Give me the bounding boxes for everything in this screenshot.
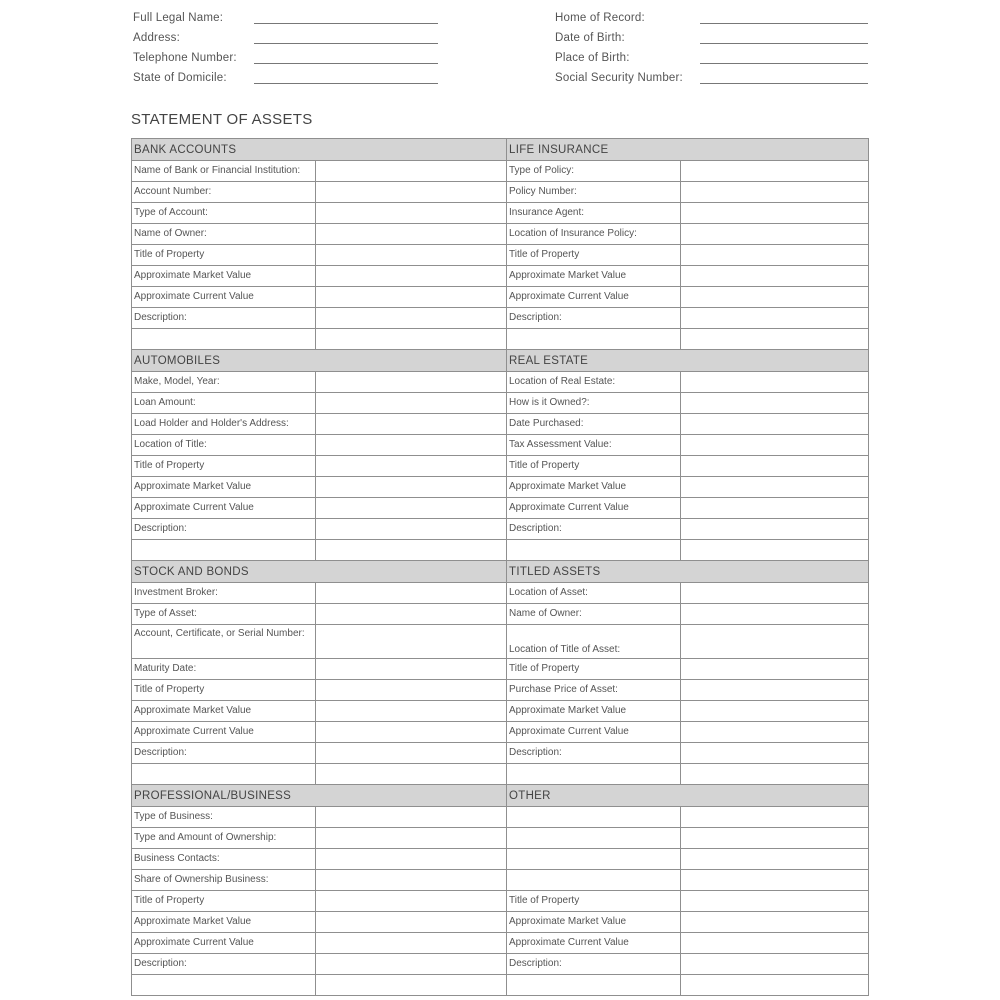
section-title-life-insurance: LIFE INSURANCE <box>507 139 869 161</box>
field-value-cell[interactable] <box>316 498 507 519</box>
table-row <box>132 743 869 764</box>
field-value-cell[interactable] <box>316 807 507 828</box>
table-row <box>132 891 869 912</box>
field-label <box>132 975 316 996</box>
field-value-cell[interactable] <box>681 519 869 540</box>
field-label: Approximate Current Value <box>132 722 316 743</box>
field-value-cell[interactable] <box>316 701 507 722</box>
field-value-cell[interactable] <box>681 954 869 975</box>
table-row <box>132 308 869 329</box>
field-value-cell[interactable] <box>681 828 869 849</box>
table-row <box>132 182 869 203</box>
table-row <box>132 764 869 785</box>
table-row <box>132 287 869 308</box>
field-label <box>507 870 681 891</box>
field-label: Description: <box>507 954 681 975</box>
field-label: Approximate Market Value <box>132 266 316 287</box>
table-row <box>132 245 869 266</box>
address-field[interactable] <box>254 43 438 44</box>
field-label: Name of Owner: <box>507 604 681 625</box>
table-row <box>132 540 869 561</box>
field-value-cell[interactable] <box>316 849 507 870</box>
full-legal-name-field[interactable] <box>254 23 438 24</box>
field-label: Make, Model, Year: <box>132 372 316 393</box>
field-label: Description: <box>507 308 681 329</box>
field-label: Title of Property <box>132 891 316 912</box>
field-label: Approximate Current Value <box>507 498 681 519</box>
table-row <box>132 393 869 414</box>
table-row <box>132 625 869 659</box>
field-label <box>507 807 681 828</box>
field-value-cell[interactable] <box>316 743 507 764</box>
assets-table <box>131 138 869 996</box>
table-row <box>132 701 869 722</box>
field-value-cell[interactable] <box>316 393 507 414</box>
field-value-cell[interactable] <box>316 519 507 540</box>
field-label: Loan Amount: <box>132 393 316 414</box>
field-value-cell[interactable] <box>316 912 507 933</box>
section-title-bank-accounts: BANK ACCOUNTS <box>132 139 507 161</box>
field-value-cell[interactable] <box>316 870 507 891</box>
table-row <box>132 435 869 456</box>
table-row <box>132 203 869 224</box>
field-value-cell[interactable] <box>316 435 507 456</box>
field-value-cell[interactable] <box>681 625 869 659</box>
field-label <box>507 329 681 350</box>
field-label: Title of Property <box>507 659 681 680</box>
field-value-cell[interactable] <box>681 498 869 519</box>
field-value-cell[interactable] <box>316 604 507 625</box>
field-value-cell[interactable] <box>681 203 869 224</box>
field-label <box>507 975 681 996</box>
table-row <box>132 828 869 849</box>
field-value-cell[interactable] <box>316 372 507 393</box>
field-value-cell[interactable] <box>316 203 507 224</box>
field-label: Date Purchased: <box>507 414 681 435</box>
home-of-record-label: Home of Record: <box>555 12 645 24</box>
field-label: Type of Account: <box>132 203 316 224</box>
field-value-cell[interactable] <box>316 477 507 498</box>
field-value-cell[interactable] <box>316 891 507 912</box>
field-label: Approximate Market Value <box>507 912 681 933</box>
field-label: Approximate Market Value <box>507 701 681 722</box>
field-value-cell[interactable] <box>681 372 869 393</box>
field-value-cell[interactable] <box>316 764 507 785</box>
field-label <box>132 764 316 785</box>
field-label: Account, Certificate, or Serial Number: <box>132 625 316 659</box>
section-title-automobiles: AUTOMOBILES <box>132 350 507 372</box>
field-value-cell[interactable] <box>681 604 869 625</box>
field-value-cell[interactable] <box>316 161 507 182</box>
section-title-other: OTHER <box>507 785 869 807</box>
field-label: Location of Asset: <box>507 583 681 604</box>
field-label <box>507 540 681 561</box>
field-value-cell[interactable] <box>316 680 507 701</box>
full-legal-name-row <box>0 12 1000 30</box>
field-label: Title of Property <box>507 456 681 477</box>
home-of-record-field[interactable] <box>700 23 868 24</box>
field-value-cell[interactable] <box>681 329 869 350</box>
table-row <box>132 722 869 743</box>
field-value-cell[interactable] <box>316 933 507 954</box>
field-label: Description: <box>132 519 316 540</box>
field-label: Type of Business: <box>132 807 316 828</box>
field-label: Type and Amount of Ownership: <box>132 828 316 849</box>
field-value-cell[interactable] <box>681 849 869 870</box>
telephone-number-field[interactable] <box>254 63 438 64</box>
field-value-cell[interactable] <box>681 743 869 764</box>
field-label: Name of Owner: <box>132 224 316 245</box>
field-label: Insurance Agent: <box>507 203 681 224</box>
table-row <box>132 414 869 435</box>
field-label: Approximate Market Value <box>132 912 316 933</box>
field-value-cell[interactable] <box>681 287 869 308</box>
field-label <box>507 828 681 849</box>
table-row <box>132 604 869 625</box>
field-value-cell[interactable] <box>316 828 507 849</box>
field-label: Approximate Current Value <box>507 287 681 308</box>
field-value-cell[interactable] <box>681 266 869 287</box>
field-label: Title of Property <box>507 891 681 912</box>
field-value-cell[interactable] <box>681 701 869 722</box>
field-value-cell[interactable] <box>316 722 507 743</box>
field-label: Approximate Current Value <box>507 933 681 954</box>
field-value-cell[interactable] <box>316 456 507 477</box>
field-label: Share of Ownership Business: <box>132 870 316 891</box>
field-label: Approximate Market Value <box>507 266 681 287</box>
field-label: Title of Property <box>507 245 681 266</box>
field-label: Maturity Date: <box>132 659 316 680</box>
field-label: Approximate Market Value <box>507 477 681 498</box>
table-row <box>132 498 869 519</box>
field-value-cell[interactable] <box>681 680 869 701</box>
field-value-cell[interactable] <box>681 722 869 743</box>
address-row <box>0 32 1000 50</box>
section-title-real-estate: REAL ESTATE <box>507 350 869 372</box>
field-label: Title of Property <box>132 680 316 701</box>
field-label: Approximate Market Value <box>132 477 316 498</box>
section-title-professional-business: PROFESSIONAL/BUSINESS <box>132 785 507 807</box>
section-header-row <box>132 139 869 161</box>
field-label: Title of Property <box>132 456 316 477</box>
social-security-number-label: Social Security Number: <box>555 72 683 84</box>
field-label <box>132 540 316 561</box>
date-of-birth-field[interactable] <box>700 43 868 44</box>
field-value-cell[interactable] <box>681 182 869 203</box>
field-value-cell[interactable] <box>681 414 869 435</box>
place-of-birth-label: Place of Birth: <box>555 52 630 64</box>
field-label: Account Number: <box>132 182 316 203</box>
place-of-birth-field[interactable] <box>700 63 868 64</box>
field-label: Approximate Current Value <box>132 498 316 519</box>
field-value-cell[interactable] <box>316 308 507 329</box>
field-label: Load Holder and Holder's Address: <box>132 414 316 435</box>
field-value-cell[interactable] <box>316 287 507 308</box>
field-label: Approximate Current Value <box>132 287 316 308</box>
field-value-cell[interactable] <box>681 975 869 996</box>
field-value-cell[interactable] <box>316 329 507 350</box>
date-of-birth-label: Date of Birth: <box>555 32 625 44</box>
field-value-cell[interactable] <box>681 245 869 266</box>
section-title-titled-assets: TITLED ASSETS <box>507 561 869 583</box>
field-label: Name of Bank or Financial Institution: <box>132 161 316 182</box>
field-value-cell[interactable] <box>681 393 869 414</box>
field-label: Location of Title: <box>132 435 316 456</box>
field-value-cell[interactable] <box>316 540 507 561</box>
field-label: Description: <box>507 743 681 764</box>
state-of-domicile-field[interactable] <box>254 83 438 84</box>
field-value-cell[interactable] <box>316 224 507 245</box>
field-label: Type of Policy: <box>507 161 681 182</box>
table-row <box>132 912 869 933</box>
field-label: Description: <box>132 954 316 975</box>
field-value-cell[interactable] <box>681 891 869 912</box>
telephone-number-label: Telephone Number: <box>133 52 237 64</box>
section-header-row <box>132 785 869 807</box>
field-label: Approximate Current Value <box>132 933 316 954</box>
field-value-cell[interactable] <box>316 583 507 604</box>
table-row <box>132 933 869 954</box>
table-row <box>132 807 869 828</box>
field-label: Approximate Current Value <box>507 722 681 743</box>
table-row <box>132 224 869 245</box>
section-header-row <box>132 561 869 583</box>
state-of-domicile-label: State of Domicile: <box>133 72 227 84</box>
table-row <box>132 372 869 393</box>
address-label: Address: <box>133 32 180 44</box>
field-label: Policy Number: <box>507 182 681 203</box>
field-value-cell[interactable] <box>681 933 869 954</box>
table-row <box>132 954 869 975</box>
field-value-cell[interactable] <box>316 182 507 203</box>
field-value-cell[interactable] <box>681 161 869 182</box>
field-value-cell[interactable] <box>316 975 507 996</box>
field-label: Tax Assessment Value: <box>507 435 681 456</box>
table-row <box>132 329 869 350</box>
field-label: Investment Broker: <box>132 583 316 604</box>
table-row <box>132 477 869 498</box>
field-value-cell[interactable] <box>681 583 869 604</box>
field-value-cell[interactable] <box>316 625 507 659</box>
page-title: STATEMENT OF ASSETS <box>131 111 313 128</box>
field-value-cell[interactable] <box>681 540 869 561</box>
table-row <box>132 975 869 996</box>
field-value-cell[interactable] <box>681 870 869 891</box>
field-label <box>507 764 681 785</box>
field-value-cell[interactable] <box>681 659 869 680</box>
field-label: How is it Owned?: <box>507 393 681 414</box>
field-value-cell[interactable] <box>681 764 869 785</box>
field-label <box>132 329 316 350</box>
field-label <box>507 849 681 870</box>
field-label: Approximate Market Value <box>132 701 316 722</box>
field-label: Business Contacts: <box>132 849 316 870</box>
field-label: Location of Insurance Policy: <box>507 224 681 245</box>
field-value-cell[interactable] <box>316 414 507 435</box>
table-row <box>132 266 869 287</box>
field-value-cell[interactable] <box>681 224 869 245</box>
field-label: Description: <box>507 519 681 540</box>
field-value-cell[interactable] <box>681 308 869 329</box>
table-row <box>132 519 869 540</box>
field-value-cell[interactable] <box>316 266 507 287</box>
section-header-row <box>132 350 869 372</box>
field-value-cell[interactable] <box>681 435 869 456</box>
field-value-cell[interactable] <box>681 456 869 477</box>
table-row <box>132 659 869 680</box>
section-title-stock-and-bonds: STOCK AND BONDS <box>132 561 507 583</box>
field-label: Description: <box>132 308 316 329</box>
field-label: Description: <box>132 743 316 764</box>
field-label: Purchase Price of Asset: <box>507 680 681 701</box>
table-row <box>132 870 869 891</box>
field-value-cell[interactable] <box>681 477 869 498</box>
field-value-cell[interactable] <box>316 659 507 680</box>
field-label: Title of Property <box>132 245 316 266</box>
telephone-row <box>0 52 1000 70</box>
field-label: Location of Title of Asset: <box>507 625 681 659</box>
table-row <box>132 161 869 182</box>
table-row <box>132 583 869 604</box>
table-row <box>132 456 869 477</box>
full-legal-name-label: Full Legal Name: <box>133 12 224 24</box>
field-label: Location of Real Estate: <box>507 372 681 393</box>
field-value-cell[interactable] <box>316 245 507 266</box>
table-row <box>132 680 869 701</box>
table-row <box>132 849 869 870</box>
state-of-domicile-row <box>0 72 1000 90</box>
field-value-cell[interactable] <box>316 954 507 975</box>
field-value-cell[interactable] <box>681 807 869 828</box>
field-value-cell[interactable] <box>681 912 869 933</box>
social-security-number-field[interactable] <box>700 83 868 84</box>
field-label: Type of Asset: <box>132 604 316 625</box>
